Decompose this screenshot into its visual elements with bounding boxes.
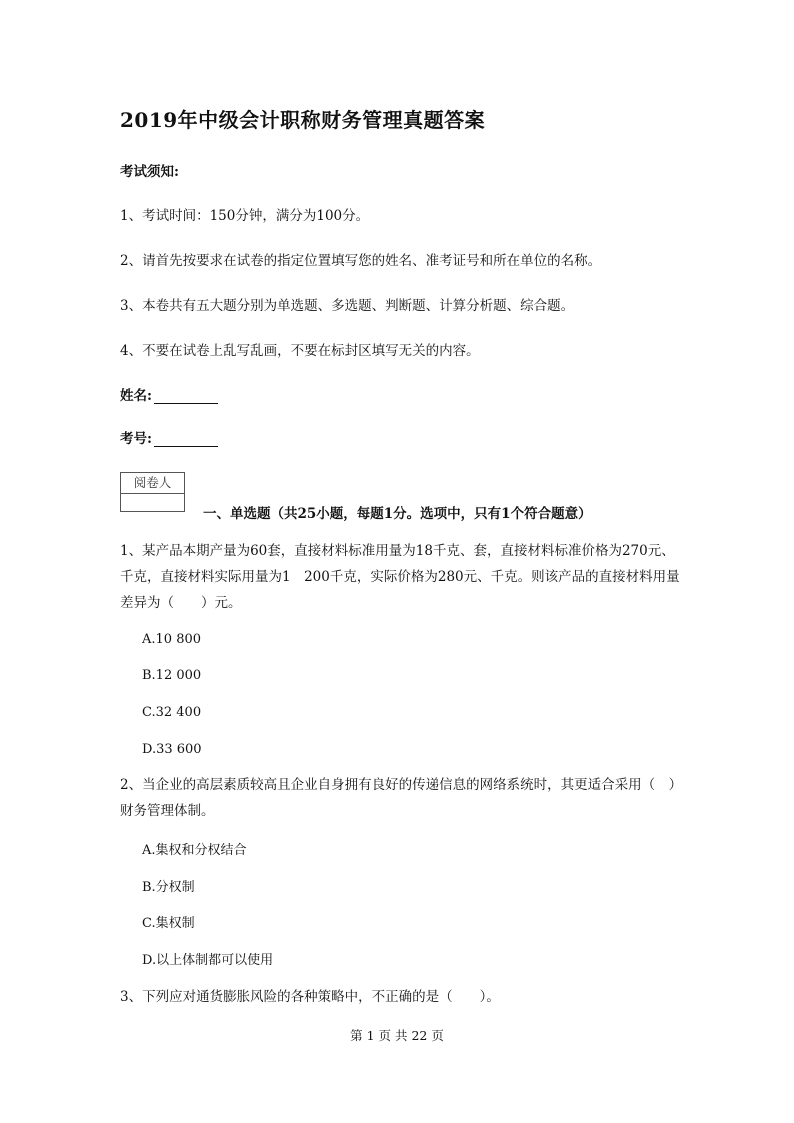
name-blank[interactable] (154, 389, 218, 404)
q1-option-a: A.10 800 (142, 632, 202, 647)
notice-item-1: 1、考试时间：150分钟，满分为100分。 (120, 208, 370, 224)
q2-option-b: B.分权制 (142, 880, 195, 895)
grader-box-header: 阅卷人 (121, 473, 184, 494)
notice-item-3: 3、本卷共有五大题分别为单选题、多选题、判断题、计算分析题、综合题。 (120, 298, 575, 314)
name-label: 姓名: (120, 388, 152, 404)
name-field (120, 384, 218, 404)
question-2: 2、当企业的高层素质较高且企业自身拥有良好的传递信息的网络系统时，其更适合采用（ ）财务管理体制。 (120, 777, 676, 819)
q2-option-c: C.集权制 (142, 916, 195, 931)
q1-option-c: C.32 400 (142, 705, 202, 720)
q1-option-d: D.33 600 (142, 742, 202, 757)
exam-no-label: 考号: (120, 431, 152, 447)
grader-box (120, 472, 185, 512)
section-title: 一、单选题（共25小题，每题1分。选项中，只有1个符合题意） (203, 506, 592, 522)
notice-heading: 考试须知: (120, 164, 179, 180)
q2-option-d: D.以上体制都可以使用 (142, 953, 274, 968)
q1-option-b: B.12 000 (142, 668, 202, 683)
page-footer: 第 1 页 共 22 页 (350, 1028, 444, 1043)
document-title: 2019年中级会计职称财务管理真题答案 (120, 108, 486, 132)
notice-item-2: 2、请首先按要求在试卷的指定位置填写您的姓名、准考证号和所在单位的名称。 (120, 253, 602, 269)
question-1: 1、某产品本期产量为60套，直接材料标准用量为18千克、套，直接材料标准价格为270元、千克，直接材料实际用量为1 200千克，实际价格为280元、千克。则该产品的直接材料用量差异为（ ）元。 (120, 543, 680, 611)
q2-option-a: A.集权和分权结合 (142, 843, 247, 858)
exam-no-blank[interactable] (154, 432, 218, 447)
question-3: 3、下列应对通货膨胀风险的各种策略中，不正确的是（ ）。 (120, 989, 500, 1005)
notice-item-4: 4、不要在试卷上乱写乱画，不要在标封区填写无关的内容。 (120, 343, 480, 359)
exam-no-field (120, 427, 218, 447)
